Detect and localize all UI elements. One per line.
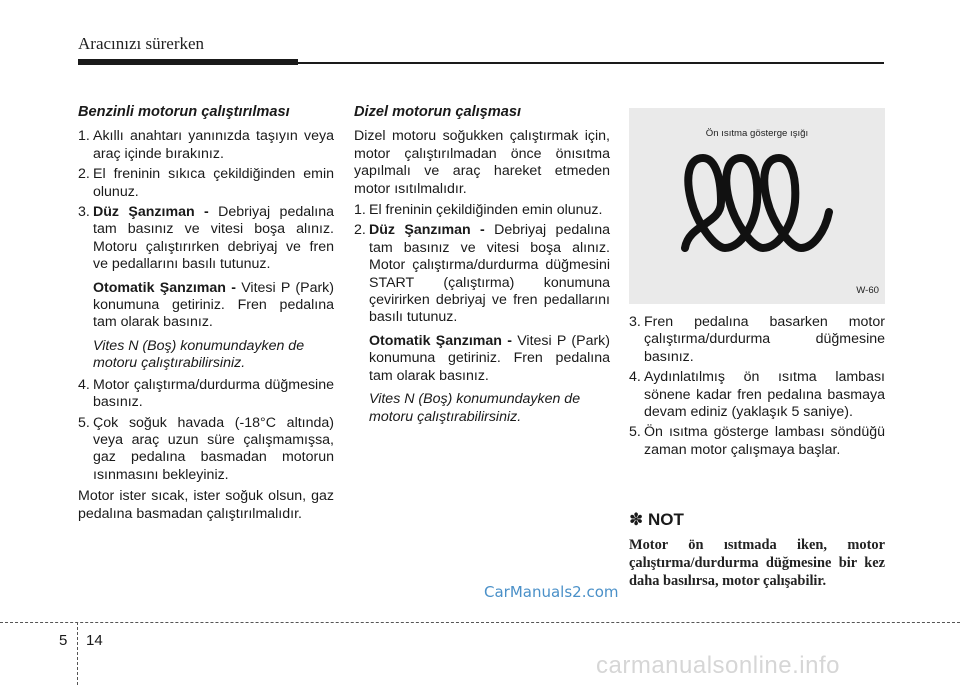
footer-rule — [0, 622, 960, 623]
neutral-note: Vites N (Boş) konumundayken de motoru çalıştırabilirsiniz. — [93, 337, 305, 372]
list-item: 3. Düz Şanzıman - Debriyaj pedalına tam basınız ve vitesi boşa alınız. Motoru çalıştırırken debriyaj ve fren ve pedallarını basılı tutunuz. — [78, 204, 334, 273]
list-item: 4. Motor çalıştırma/durdurma düğmesine basınız. — [78, 376, 334, 411]
header-rule-accent — [78, 59, 298, 65]
neutral-note: Vites N (Boş) konumundayken de motoru çalıştırabilirsiniz. — [369, 391, 581, 425]
paragraph: Dizel motoru soğukken çalıştırmak için, motor çalıştırılmadan önce önısıtma yapılmalı ve araç hareket etmeden motor ısıtılmalıdır. — [354, 128, 610, 197]
list-item: 2. Düz Şanzıman - Debriyaj pedalına tam basınız ve vitesi boşa alınız. Motor çalıştırma/durdurma düğmesini START (çalıştırma) konumuna çevirirken debriyaj ve fren pedallarını basılı tutunuz. — [354, 222, 610, 326]
note-body: Motor ön ısıtmada iken, motor çalıştırma/durdurma düğmesine bir kez daha basılırsa, motor çalışabilir. — [629, 537, 885, 589]
list-item: 1. El freninin çekildiğinden emin olunuz. — [354, 202, 603, 219]
paragraph: Motor ister sıcak, ister soğuk olsun, gaz pedalına basmadan çalıştırılmalıdır. — [78, 488, 334, 522]
figure-code: W-60 — [856, 285, 879, 296]
glow-plug-indicator-icon — [681, 152, 833, 252]
section-title-petrol: Benzinli motorun çalıştırılması — [78, 104, 290, 120]
list-item: 4. Aydınlatılmış ön ısıtma lambası sönene kadar fren pedalına basmaya devam ediniz (yaklaşık 5 saniye). — [629, 369, 885, 421]
column-diesel — [354, 104, 610, 430]
header-title: Aracınızı sürerken — [78, 34, 205, 53]
site-watermark: carmanualsonline.info — [596, 652, 840, 679]
list-item: 2. El freninin sıkıca çekildiğinden emin olunuz. — [78, 166, 334, 200]
page-number: 14 — [86, 632, 103, 649]
list-item: 5. Çok soğuk havada (-18°C altında) veya araç uzun süre çalışmamışsa, gaz pedalına basmadan motorun ısınmasını bekleyiniz. — [78, 414, 334, 483]
list-item: 1. Akıllı anahtarı yanınızda taşıyın veya araç içinde bırakınız. — [78, 128, 334, 162]
section-title-diesel: Dizel motorun çalışması — [354, 104, 522, 120]
list-item: 5. Ön ısıtma gösterge lambası söndüğü zaman motor çalışmaya başlar. — [629, 424, 885, 458]
column-diesel-continued — [629, 314, 885, 462]
watermark-link[interactable]: CarManuals2.com — [484, 583, 619, 601]
list-item: 3. Fren pedalına basarken motor çalıştırma/durdurma düğmesine basınız. — [629, 314, 885, 365]
automatic-transmission-note: Otomatik Şanzıman - Vitesi P (Park) konumuna getiriniz. Fren pedalına tam olarak basınız. — [369, 332, 610, 384]
glow-plug-figure — [629, 108, 885, 304]
chapter-number: 5 — [59, 632, 68, 649]
automatic-transmission-note: Otomatik Şanzıman - Vitesi P (Park) konumuna getiriniz. Fren pedalına tam olarak basınız. — [93, 279, 334, 331]
footer-divider — [77, 622, 78, 685]
figure-caption: Ön ısıtma gösterge ışığı — [705, 128, 809, 139]
column-petrol — [78, 104, 334, 523]
note-title: ✽ NOT — [629, 510, 684, 529]
